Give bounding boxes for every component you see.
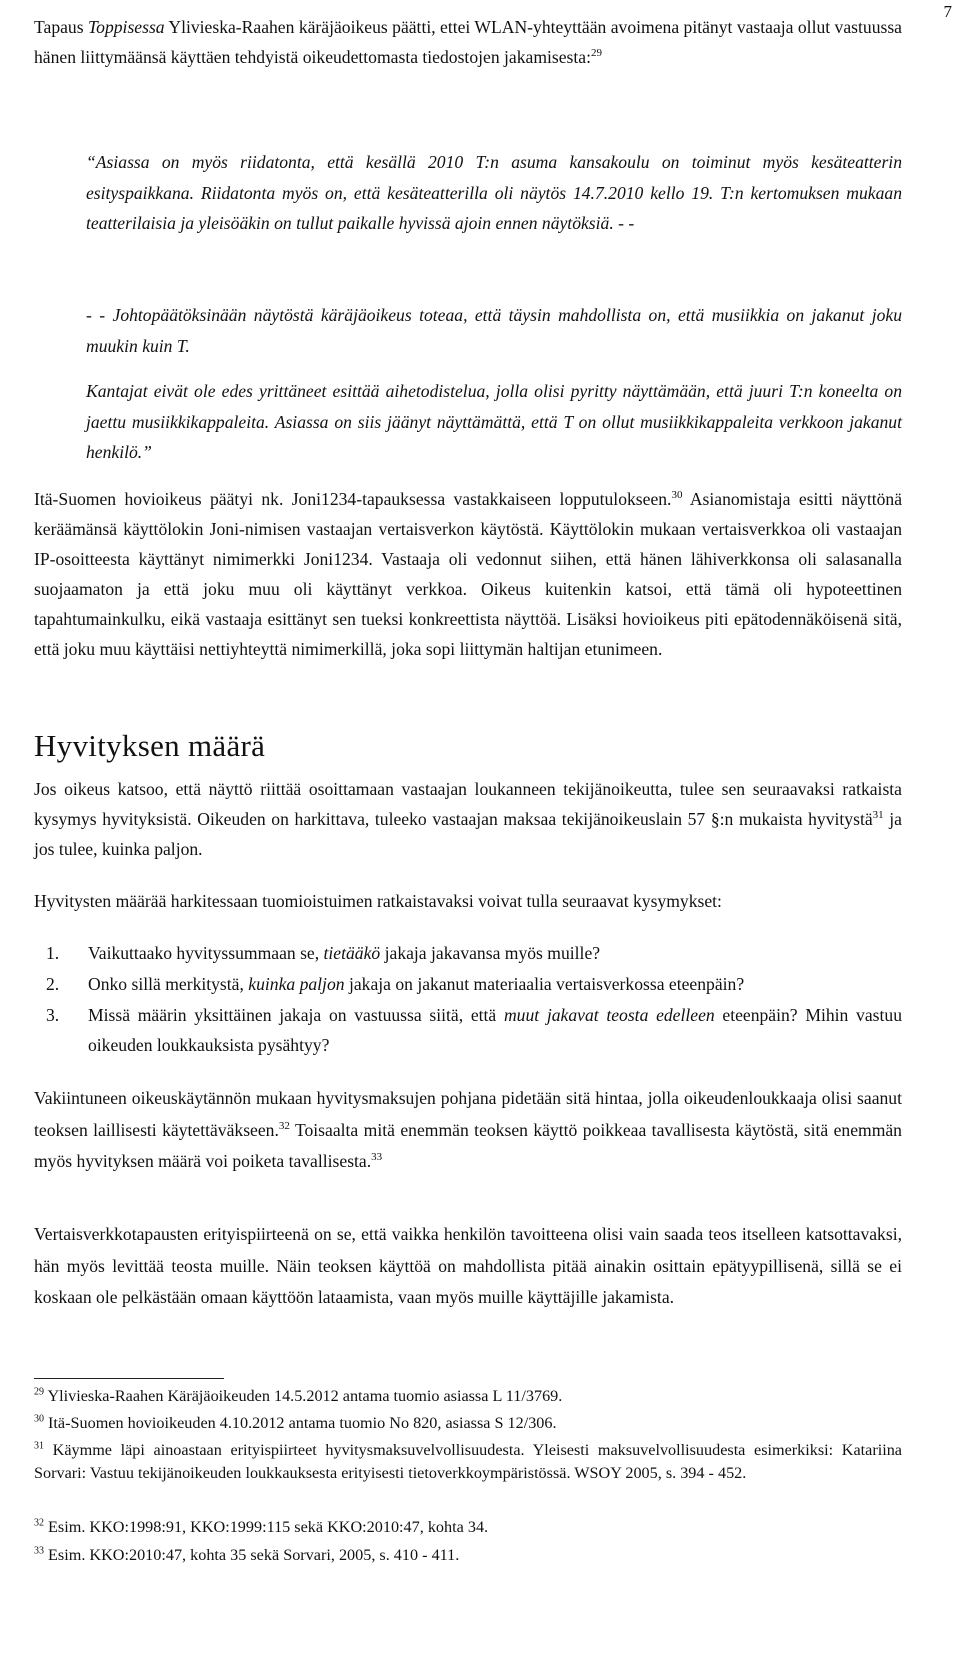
footnote-text: Esim. KKO:1998:91, KKO:1999:115 sekä KKO:2010:47, kohta 34. (44, 1518, 489, 1536)
list-number: 3. (46, 1004, 60, 1025)
footnote-ref-33[interactable]: 33 (371, 1151, 383, 1164)
footnote-ref-30[interactable]: 30 (671, 489, 683, 502)
paragraph-questions-intro: Hyvitysten määrää harkitessaan tuomioistuimen ratkaistavaksi voivat tulla seuraavat kysymykset: (34, 891, 722, 911)
paragraph-text: Asianomistaja esitti näyttönä keräämänsä käyttölokin Joni-nimisen vastaajan vertaisverkon käytöstä. Käyttölokin mukaan vertaisverkkoa oli vastaajan IP-osoitteesta käyttänyt nimimerkki Joni1234. Vastaaja oli vedonnut siihen, että hänen lähiverkkonsa oli salasanalla suojaamaton ja että joku muu oli käyttänyt verkkoa. Oikeus kuitenkin katsoi, että tämä oli hypoteettinen tapahtumainkulku, eikä vastaaja esittänyt sen tueksi konkreettista näyttöä. Lisäksi hovioikeus piti epätodennäköisenä sitä, että joku muu käyttäisi nettiyhteyttä nimimerkillä, joka sopi liittymän haltijan etunimeen. (34, 489, 902, 659)
paragraph-text: Toisaalta mitä enemmän teoksen käyttö poikkeaa tavallisesta käytöstä, sitä enemmän myös hyvityksen määrä voi poiketa tavallisesta. (34, 1119, 902, 1171)
list-item (34, 969, 902, 1000)
footnote-number: 32 (34, 1517, 44, 1529)
footnote-31 (34, 1439, 902, 1484)
list-text: jakaja on jakanut materiaalia vertaisverkossa eteenpäin? (344, 973, 745, 994)
footnote-ref-29[interactable]: 29 (590, 47, 602, 60)
footnote-text: Ylivieska-Raahen Käräjäoikeuden 14.5.2012 antama tuomio asiassa L 11/3769. (44, 1387, 563, 1405)
paragraph-compensation-intro (34, 774, 902, 864)
paragraph-text: Tapaus (34, 17, 88, 37)
footnote-33 (34, 1544, 902, 1567)
page-number: 7 (943, 2, 952, 21)
list-text: eteenpäin? Mihin vastuu oikeuden loukkauksista pysähtyy? (88, 1004, 902, 1056)
footnote-number: 30 (34, 1413, 44, 1425)
case-name: Toppisessa (88, 17, 165, 37)
list-number: 2. (46, 973, 60, 994)
footnote-29 (34, 1385, 902, 1408)
paragraph-case-law (34, 1083, 902, 1178)
footnote-text: Esim. KKO:2010:47, kohta 35 sekä Sorvari, 2005, s. 410 - 411. (44, 1546, 460, 1564)
list-number: 1. (46, 943, 60, 963)
quote-block-1: “Asiassa on myös riidatonta, että kesällä 2010 T:n asuma kansakoulu on toiminut myös kesäteatterin esityspaikkana. Riidatonta myös on, että kesäteatterilla oli näytös 14.7.2010 kello 19. T:n kertomuksen mukaan teatterilaisia ja yleisöäkin on tullut paikalle hyvissä ajoin ennen näytöksiä. - - (86, 152, 902, 234)
paragraph-p2p-features: Vertaisverkkotapausten erityispiirteenä on se, että vaikka henkilön tavoitteena olisi vain saada teos itselleen katsottavaksi, hän myös levittää teosta muille. Näin teoksen käyttöä on mahdollista pitää ainakin osittain epätyypillisenä, sillä se ei koskaan ole pelkästään omaan käyttöön lataamista, vaan myös muille käyttäjille jakamista. (34, 1224, 902, 1307)
quote-block-3: Kantajat eivät ole edes yrittäneet esittää aihetodistelua, jolla olisi pyritty näyttämään, että juuri T:n koneelta on jaettu musiikkikappaleita. Asiassa on siis jäänyt näyttämättä, että T on ollut musiikkikappaleita verkkoon jakanut henkilö.” (86, 381, 902, 463)
footnote-number: 31 (34, 1440, 44, 1452)
footnote-30 (34, 1412, 902, 1435)
footnote-number: 29 (34, 1386, 44, 1398)
paragraph-toppinen-case (34, 12, 902, 72)
footnote-ref-32[interactable]: 32 (278, 1119, 290, 1132)
paragraph-text: ja jos tulee, kuinka paljon. (34, 809, 902, 859)
list-emphasis: muut jakavat teosta edelleen (503, 1004, 715, 1025)
list-emphasis: kuinka paljon (248, 973, 345, 994)
quote-block-2: - - Johtopäätöksinään näytöstä käräjäoikeus toteaa, että täysin mahdollista on, että musiikkia on jakanut joku muukin kuin T. (86, 305, 902, 356)
paragraph-text: Itä-Suomen hovioikeus päätyi nk. Joni1234-tapauksessa vastakkaiseen lopputulokseen. (34, 489, 672, 509)
list-emphasis: tietääkö (323, 943, 381, 963)
paragraph-joni1234-case (34, 484, 902, 664)
section-heading: Hyvityksen määrä (34, 728, 266, 763)
questions-list (34, 938, 902, 1061)
paragraph-text: Jos oikeus katsoo, että näyttö riittää osoittamaan vastaajan loukanneen tekijänoikeutta, tulee sen seuraavaksi ratkaista kysymys hyvityksistä. Oikeuden on harkittava, tuleeko vastaajan maksaa tekijänoikeuslain 57 §:n mukaista hyvitystä (34, 779, 902, 829)
footnote-32 (34, 1516, 902, 1539)
footnote-ref-31[interactable]: 31 (872, 809, 884, 822)
list-text: jakaja jakavansa myös muille? (380, 943, 601, 963)
list-item (34, 1000, 902, 1062)
paragraph-text: Ylivieska-Raahen käräjäoikeus päätti, ettei WLAN-yhteyttään avoimena pitänyt vastaaja ollut vastuussa hänen liittymäänsä käyttäen tehdyistä oikeudettomasta tiedostojen jakamisesta: (34, 17, 902, 67)
footnote-separator (34, 1378, 224, 1379)
footnote-text: Itä-Suomen hovioikeuden 4.10.2012 antama tuomio No 820, asiassa S 12/306. (44, 1414, 557, 1432)
list-text: Missä määrin yksittäinen jakaja on vastuussa siitä, että (88, 1004, 504, 1025)
list-item (34, 938, 902, 969)
footnote-text: Käymme läpi ainoastaan erityispiirteet hyvitysmaksuvelvollisuudesta. Yleisesti maksuvelvollisuudesta esimerkiksi: Katariina Sorvari: Vastuu tekijänoikeuden loukkauksesta erityisesti tietoverkkoympäristössä. WSOY 2005, s. 394 - 452. (34, 1441, 902, 1482)
paragraph-text: Vakiintuneen oikeuskäytännön mukaan hyvitysmaksujen pohjana pidetään sitä hintaa, jolla oikeudenloukkaaja olisi saanut teoksen laillisesti käytettäväkseen. (34, 1088, 902, 1140)
list-text: Vaikuttaako hyvityssummaan se, (88, 943, 324, 963)
footnote-number: 33 (34, 1545, 44, 1557)
list-text: Onko sillä merkitystä, (88, 973, 249, 994)
